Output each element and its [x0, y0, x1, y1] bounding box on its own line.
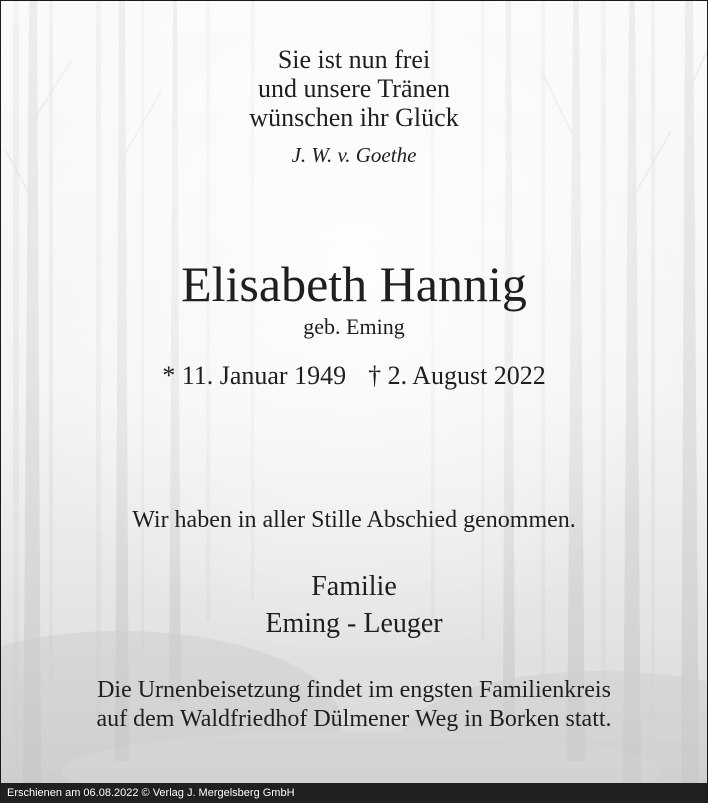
farewell-message: Wir haben in aller Stille Abschied genommen. — [132, 507, 576, 533]
death-date: † 2. August 2022 — [368, 361, 546, 390]
maiden-name: geb. Eming — [303, 314, 405, 339]
quote-line-1: Sie ist nun frei — [277, 45, 431, 74]
birth-date: * 11. Januar 1949 — [162, 361, 347, 390]
quote-block — [1, 45, 707, 132]
publication-footer: Erschienen am 06.08.2022 © Verlag J. Mergelsberg GmbH — [1, 783, 708, 803]
quote-line-2: und unsere Tränen — [257, 74, 451, 103]
quote-author: J. W. v. Goethe — [291, 143, 417, 167]
quote-line-3: wünschen ihr Glück — [249, 103, 459, 132]
life-dates — [1, 361, 707, 391]
family-line-2: Eming - Leuger — [265, 608, 443, 639]
burial-notice — [1, 676, 707, 734]
notice-line-2: auf dem Waldfriedhof Dülmener Weg in Borken statt. — [96, 706, 612, 732]
deceased-name: Elisabeth Hannig — [181, 256, 527, 312]
family-signature — [1, 568, 707, 642]
notice-line-1: Die Urnenbeisetzung findet im engsten Familienkreis — [97, 677, 611, 703]
family-line-1: Familie — [311, 571, 397, 602]
